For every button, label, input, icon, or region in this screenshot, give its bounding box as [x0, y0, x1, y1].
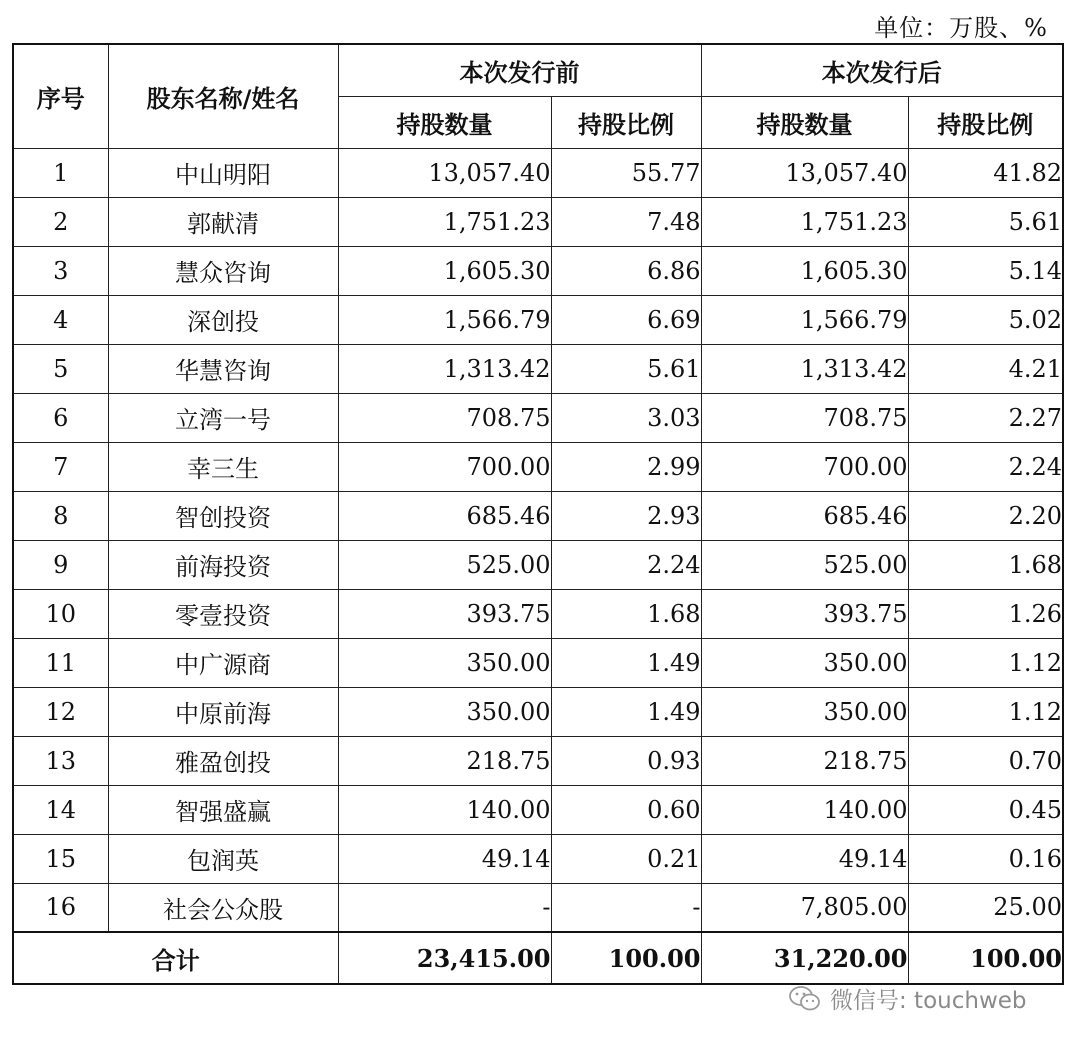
cell-before-qty: 1,566.79: [338, 295, 551, 344]
cell-after-ratio: 25.00: [908, 883, 1063, 932]
total-before-qty: 23,415.00: [338, 932, 551, 984]
cell-before-ratio: 1.49: [551, 687, 701, 736]
cell-before-qty: 525.00: [338, 540, 551, 589]
cell-seq: 6: [13, 393, 108, 442]
watermark: [788, 982, 1027, 1015]
table-row: [13, 246, 1063, 295]
total-after-ratio: 100.00: [908, 932, 1063, 984]
cell-after-qty: 218.75: [701, 736, 908, 785]
cell-before-ratio: 6.69: [551, 295, 701, 344]
cell-seq: 15: [13, 834, 108, 883]
cell-seq: 11: [13, 638, 108, 687]
cell-after-qty: 350.00: [701, 687, 908, 736]
total-after-qty: 31,220.00: [701, 932, 908, 984]
watermark-text: 微信号: touchweb: [830, 988, 1027, 1014]
cell-before-ratio: 0.93: [551, 736, 701, 785]
cell-shareholder-name: 前海投资: [108, 540, 338, 589]
header-after-issue: 本次发行后: [701, 44, 1063, 96]
cell-after-qty: 708.75: [701, 393, 908, 442]
total-row: [13, 932, 1063, 984]
cell-seq: 10: [13, 589, 108, 638]
cell-after-qty: 13,057.40: [701, 148, 908, 197]
cell-after-qty: 525.00: [701, 540, 908, 589]
cell-before-qty: 13,057.40: [338, 148, 551, 197]
cell-seq: 9: [13, 540, 108, 589]
shareholding-table: [12, 43, 1064, 985]
cell-before-ratio: 6.86: [551, 246, 701, 295]
unit-label: 单位：万股、%: [874, 14, 1048, 42]
table-row: [13, 197, 1063, 246]
cell-shareholder-name: 智创投资: [108, 491, 338, 540]
cell-before-qty: 708.75: [338, 393, 551, 442]
cell-shareholder-name: 立湾一号: [108, 393, 338, 442]
table-row: [13, 785, 1063, 834]
cell-before-ratio: 2.99: [551, 442, 701, 491]
cell-after-qty: 1,605.30: [701, 246, 908, 295]
table-row: [13, 344, 1063, 393]
cell-shareholder-name: 慧众咨询: [108, 246, 338, 295]
cell-before-ratio: 0.60: [551, 785, 701, 834]
cell-before-ratio: 0.21: [551, 834, 701, 883]
cell-after-ratio: 41.82: [908, 148, 1063, 197]
cell-after-ratio: 1.12: [908, 687, 1063, 736]
cell-after-ratio: 0.70: [908, 736, 1063, 785]
cell-before-qty: 218.75: [338, 736, 551, 785]
cell-seq: 13: [13, 736, 108, 785]
header-seq: 序号: [13, 44, 108, 148]
table-row: [13, 491, 1063, 540]
cell-before-qty: -: [338, 883, 551, 932]
header-name: 股东名称/姓名: [108, 44, 338, 148]
cell-shareholder-name: 智强盛赢: [108, 785, 338, 834]
cell-before-qty: 685.46: [338, 491, 551, 540]
cell-seq: 14: [13, 785, 108, 834]
table-row: [13, 687, 1063, 736]
cell-seq: 4: [13, 295, 108, 344]
cell-seq: 5: [13, 344, 108, 393]
total-label: 合计: [13, 932, 338, 984]
cell-before-qty: 350.00: [338, 687, 551, 736]
wechat-icon: [788, 985, 822, 1013]
header-after-qty: 持股数量: [701, 96, 908, 148]
cell-after-ratio: 5.61: [908, 197, 1063, 246]
cell-shareholder-name: 包润英: [108, 834, 338, 883]
cell-after-ratio: 2.20: [908, 491, 1063, 540]
header-before-ratio: 持股比例: [551, 96, 701, 148]
cell-seq: 16: [13, 883, 108, 932]
cell-after-qty: 49.14: [701, 834, 908, 883]
table-row: [13, 638, 1063, 687]
cell-after-qty: 350.00: [701, 638, 908, 687]
cell-before-qty: 350.00: [338, 638, 551, 687]
table-row: [13, 883, 1063, 932]
cell-seq: 12: [13, 687, 108, 736]
cell-shareholder-name: 社会公众股: [108, 883, 338, 932]
cell-after-ratio: 0.45: [908, 785, 1063, 834]
header-after-ratio: 持股比例: [908, 96, 1063, 148]
cell-shareholder-name: 零壹投资: [108, 589, 338, 638]
cell-before-ratio: 3.03: [551, 393, 701, 442]
cell-after-qty: 140.00: [701, 785, 908, 834]
table-row: [13, 148, 1063, 197]
cell-before-ratio: 7.48: [551, 197, 701, 246]
total-before-ratio: 100.00: [551, 932, 701, 984]
cell-before-qty: 393.75: [338, 589, 551, 638]
cell-shareholder-name: 中山明阳: [108, 148, 338, 197]
cell-shareholder-name: 郭献清: [108, 197, 338, 246]
cell-after-ratio: 1.26: [908, 589, 1063, 638]
cell-seq: 3: [13, 246, 108, 295]
table-row: [13, 295, 1063, 344]
cell-before-ratio: 2.24: [551, 540, 701, 589]
cell-after-ratio: 1.68: [908, 540, 1063, 589]
cell-seq: 7: [13, 442, 108, 491]
cell-before-qty: 1,751.23: [338, 197, 551, 246]
cell-before-ratio: 55.77: [551, 148, 701, 197]
header-before-qty: 持股数量: [338, 96, 551, 148]
table-row: [13, 736, 1063, 785]
cell-before-qty: 49.14: [338, 834, 551, 883]
cell-shareholder-name: 深创投: [108, 295, 338, 344]
cell-shareholder-name: 中广源商: [108, 638, 338, 687]
table-row: [13, 393, 1063, 442]
header-before-issue: 本次发行前: [338, 44, 701, 96]
cell-before-qty: 1,313.42: [338, 344, 551, 393]
cell-before-ratio: 2.93: [551, 491, 701, 540]
cell-shareholder-name: 华慧咨询: [108, 344, 338, 393]
cell-after-ratio: 5.02: [908, 295, 1063, 344]
cell-seq: 8: [13, 491, 108, 540]
cell-after-ratio: 4.21: [908, 344, 1063, 393]
table-row: [13, 540, 1063, 589]
table-row: [13, 834, 1063, 883]
cell-seq: 2: [13, 197, 108, 246]
cell-after-qty: 1,751.23: [701, 197, 908, 246]
table-row: [13, 442, 1063, 491]
cell-after-qty: 1,313.42: [701, 344, 908, 393]
cell-after-ratio: 2.24: [908, 442, 1063, 491]
cell-after-ratio: 1.12: [908, 638, 1063, 687]
cell-before-qty: 140.00: [338, 785, 551, 834]
cell-after-qty: 7,805.00: [701, 883, 908, 932]
cell-before-qty: 1,605.30: [338, 246, 551, 295]
cell-shareholder-name: 幸三生: [108, 442, 338, 491]
cell-before-ratio: 1.49: [551, 638, 701, 687]
cell-after-qty: 685.46: [701, 491, 908, 540]
table-body: [13, 148, 1063, 932]
cell-after-qty: 1,566.79: [701, 295, 908, 344]
cell-seq: 1: [13, 148, 108, 197]
table-row: [13, 589, 1063, 638]
cell-after-ratio: 0.16: [908, 834, 1063, 883]
cell-after-qty: 700.00: [701, 442, 908, 491]
cell-after-qty: 393.75: [701, 589, 908, 638]
cell-before-ratio: 5.61: [551, 344, 701, 393]
cell-shareholder-name: 雅盈创投: [108, 736, 338, 785]
cell-before-qty: 700.00: [338, 442, 551, 491]
cell-after-ratio: 2.27: [908, 393, 1063, 442]
cell-after-ratio: 5.14: [908, 246, 1063, 295]
cell-before-ratio: 1.68: [551, 589, 701, 638]
cell-before-ratio: -: [551, 883, 701, 932]
cell-shareholder-name: 中原前海: [108, 687, 338, 736]
